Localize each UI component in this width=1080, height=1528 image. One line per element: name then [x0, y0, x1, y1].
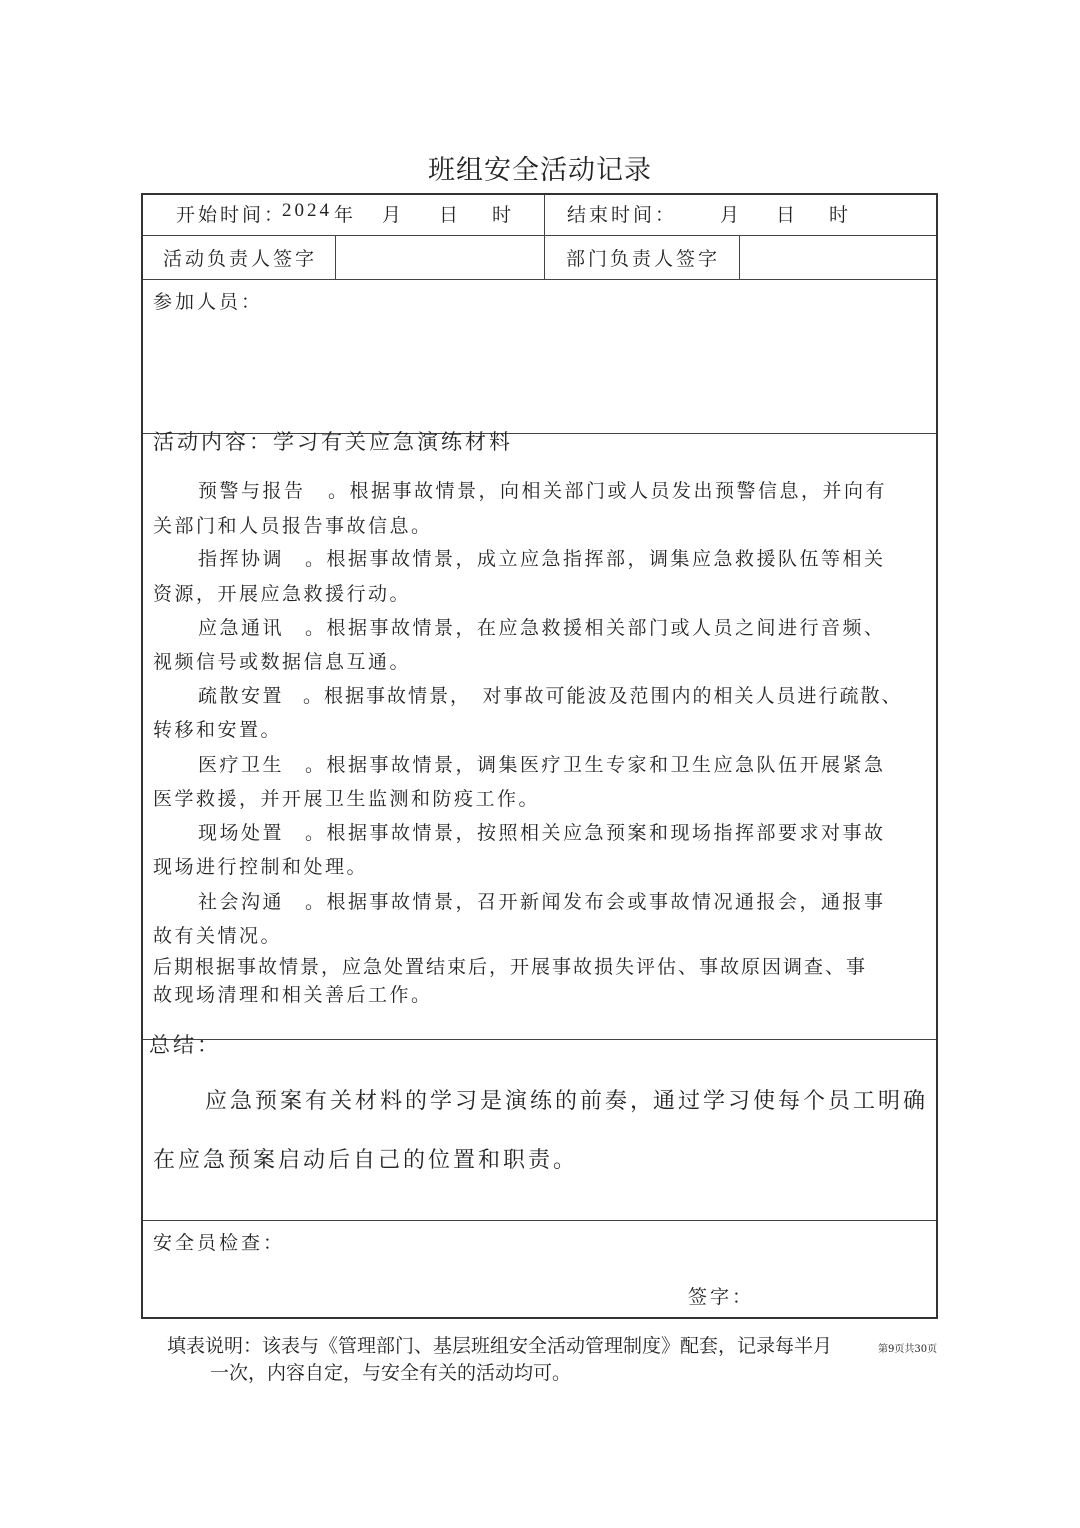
- content-item-text: 关部门和人员报告事故信息。: [153, 515, 433, 537]
- content-item-text: 。根据事故情景，调集医疗卫生专家和卫生应急队伍开展紧急: [305, 754, 886, 776]
- row-divider: [143, 235, 936, 236]
- summary-label: 总结：: [149, 1033, 221, 1057]
- content-item-text: 。根据事故情景，向相关部门或人员发出预警信息，并向有: [328, 480, 888, 502]
- content-item-head: 指挥协调: [198, 548, 285, 570]
- content-item-head: 预警与报告: [198, 480, 306, 502]
- participants-label: 参加人员：: [153, 291, 264, 313]
- content-item-text: 医学救援，并开展卫生监测和防疫工作。: [153, 788, 541, 810]
- participants-field[interactable]: [145, 315, 935, 425]
- signature-label: 签字：: [688, 1286, 755, 1308]
- activity-record-form: [141, 193, 938, 1319]
- fill-instructions-line: 填表说明：该表与《管理部门、基层班组安全活动管理制度》配套，记录每半月: [167, 1335, 833, 1357]
- content-item-text: 。根据事故情景，按照相关应急预案和现场指挥部要求对事故: [305, 822, 886, 844]
- column-divider: [544, 195, 545, 279]
- dept-leader-signature-field[interactable]: [741, 237, 936, 277]
- content-item-text: 故有关情况。: [153, 925, 283, 947]
- end-hour-unit: 时: [829, 204, 852, 226]
- content-item-text: 资源，开展应急救援行动。: [153, 583, 412, 605]
- content-item-head: 现场处置: [198, 822, 285, 844]
- content-item-head: 医疗卫生: [198, 754, 285, 776]
- activity-leader-signature-field[interactable]: [337, 237, 542, 277]
- row-divider: [143, 1220, 936, 1221]
- dept-leader-signature-label: 部门负责人签字: [566, 248, 721, 270]
- summary-text: 在应急预案启动后自己的位置和职责。: [153, 1148, 579, 1173]
- content-item-text: 转移和安置。: [153, 719, 283, 741]
- content-closing-text: 后期根据事故情景，应急处置结束后，开展事故损失评估、事故原因调查、事: [153, 956, 868, 978]
- column-divider: [739, 235, 740, 279]
- activity-content-label: 活动内容：学习有关应急演练材料: [153, 430, 513, 454]
- content-item-head: 应急通讯: [198, 617, 285, 639]
- safety-officer-check-label: 安全员检查：: [153, 1232, 286, 1254]
- end-month-unit: 月: [720, 204, 743, 226]
- row-divider: [143, 1039, 936, 1040]
- content-item-head: 疏散安置: [198, 685, 285, 707]
- start-time-label: 开始时间：: [176, 204, 287, 226]
- year-unit: 年: [334, 204, 357, 226]
- column-divider: [335, 235, 336, 279]
- signature-field[interactable]: [763, 1275, 933, 1311]
- summary-text: 应急预案有关材料的学习是演练的前奏，: [205, 1089, 656, 1114]
- content-closing-text: 故现场清理和相关善后工作。: [153, 984, 433, 1006]
- content-item-text: 视频信号或数据信息互通。: [153, 651, 412, 673]
- page-number: 第9页共30页: [878, 1344, 938, 1355]
- start-year: 2024: [282, 200, 332, 221]
- end-time-label: 结束时间：: [567, 204, 678, 226]
- content-item-text: 现场进行控制和处理。: [153, 856, 369, 878]
- page-title: 班组安全活动记录: [428, 155, 652, 186]
- day-unit: 日: [439, 204, 462, 226]
- content-item-text: 。根据事故情景，在应急救援相关部门或人员之间进行音频、: [305, 617, 886, 639]
- month-unit: 月: [382, 204, 405, 226]
- summary-text: 通过学习使每个员工明确: [653, 1089, 929, 1114]
- end-day-unit: 日: [776, 204, 799, 226]
- activity-leader-signature-label: 活动负责人签字: [163, 248, 318, 270]
- fill-instructions-line: 一次，内容自定，与安全有关的活动均可。: [210, 1362, 572, 1384]
- content-item-text: 。根据事故情景，成立应急指挥部，调集应急救援队伍等相关: [305, 548, 886, 570]
- content-item-head: 社会沟通: [198, 891, 285, 913]
- content-item-text: 。根据事故情景，召开新闻发布会或事故情况通报会，通报事: [305, 891, 886, 913]
- row-divider: [143, 279, 936, 280]
- hour-unit: 时: [492, 204, 515, 226]
- content-item-text: 。根据事故情景， 对事故可能波及范围内的相关人员进行疏散、: [303, 685, 903, 707]
